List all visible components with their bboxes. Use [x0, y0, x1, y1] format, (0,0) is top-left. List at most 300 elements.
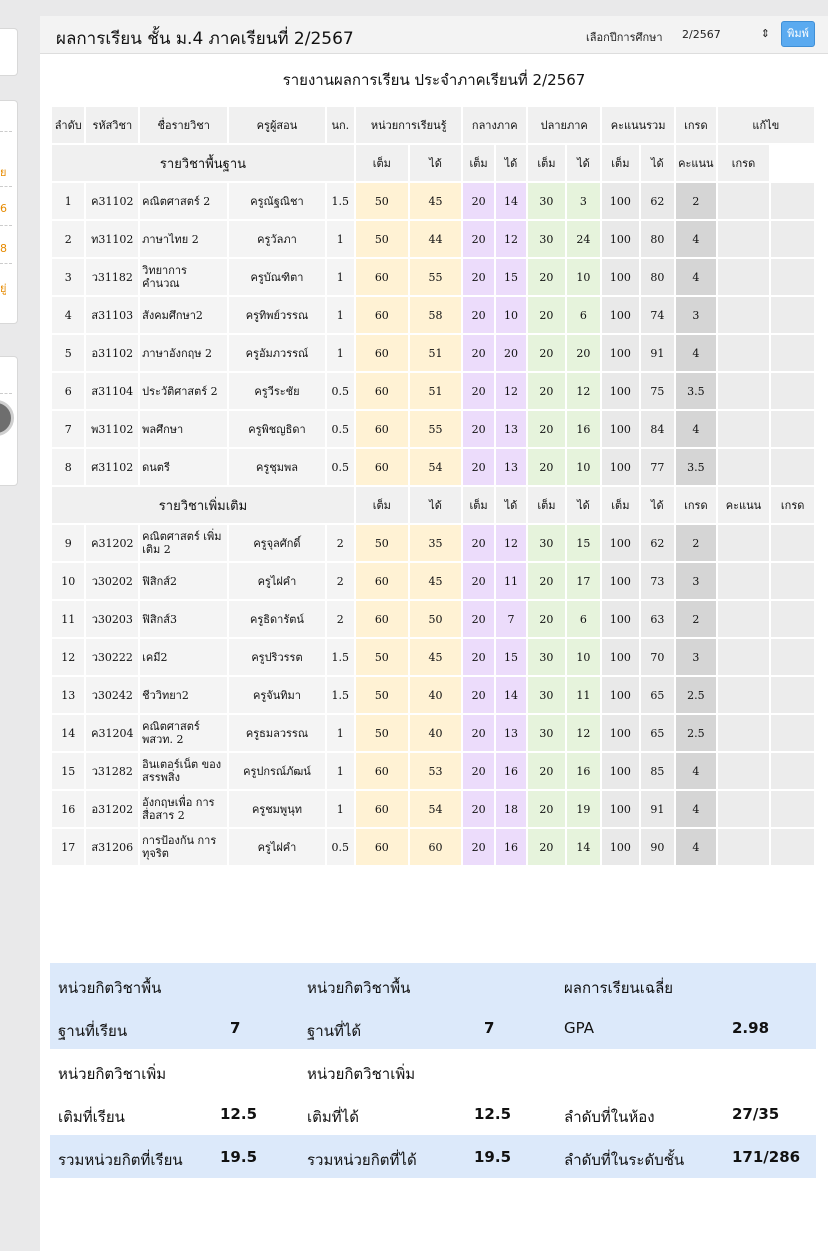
cell-tg: 65 [641, 677, 674, 713]
cell-code: ค31102 [86, 183, 138, 219]
extra-enrolled-label-2: เติมที่เรียน [58, 1108, 125, 1126]
cell-uf: 60 [356, 449, 408, 485]
cell-name: คณิตศาสตร์ 2 [140, 183, 227, 219]
cell-credit: 1.5 [327, 183, 354, 219]
cell-tf: 100 [602, 411, 638, 447]
cell-tf: 100 [602, 753, 638, 789]
cell-tg: 80 [641, 221, 674, 257]
table-row [52, 183, 814, 219]
table-row [52, 753, 814, 789]
cell-no: 3 [52, 259, 84, 295]
cell-ug: 53 [410, 753, 462, 789]
cell-grade: 2 [676, 601, 716, 637]
main-panel [40, 16, 828, 1251]
cell-mf: 20 [463, 525, 493, 561]
cell-code: พ31102 [86, 411, 138, 447]
cell-mg: 12 [496, 525, 526, 561]
cell-no: 6 [52, 373, 84, 409]
edit-score-cell[interactable] [718, 259, 770, 295]
cell-ug: 54 [410, 791, 462, 827]
edit-grade-cell[interactable] [771, 753, 814, 789]
cell-credit: 1 [327, 335, 354, 371]
cell-name: ภาษาอังกฤษ 2 [140, 335, 227, 371]
cell-ff: 20 [528, 335, 564, 371]
edit-grade-cell[interactable] [771, 335, 814, 371]
subheader-got: ได้ [567, 487, 600, 523]
cell-ff: 20 [528, 753, 564, 789]
cell-grade: 2 [676, 525, 716, 561]
cell-name: เคมี2 [140, 639, 227, 675]
extra-enrolled-label: หน่วยกิตวิชาเพิ่ม [58, 1065, 167, 1083]
cell-tg: 70 [641, 639, 674, 675]
cell-ug: 44 [410, 221, 462, 257]
summary-panel [50, 963, 816, 1178]
cell-uf: 60 [356, 563, 408, 599]
cell-name: อังกฤษเพื่อ การสื่อสาร 2 [140, 791, 227, 827]
sidebar-text-2: 6 [0, 202, 7, 215]
table-row [52, 335, 814, 371]
cell-ug: 50 [410, 601, 462, 637]
cell-mg: 13 [496, 411, 526, 447]
edit-grade-cell[interactable] [771, 183, 814, 219]
cell-code: ส31103 [86, 297, 138, 333]
header-credit: นก. [327, 107, 354, 143]
cell-code: อ31102 [86, 335, 138, 371]
cell-mf: 20 [463, 335, 493, 371]
basic-earned-value: 7 [484, 1019, 495, 1037]
cell-mg: 7 [496, 601, 526, 637]
summary-row-2a [50, 1049, 816, 1092]
cell-tg: 85 [641, 753, 674, 789]
edit-score-cell[interactable] [718, 335, 770, 371]
total-enrolled-label: รวมหน่วยกิตที่เรียน [58, 1151, 183, 1169]
edit-score-cell[interactable] [718, 411, 770, 447]
cell-ff: 20 [528, 601, 564, 637]
table-row [52, 525, 814, 561]
cell-tg: 75 [641, 373, 674, 409]
edit-score-cell[interactable] [718, 297, 770, 333]
table-row [52, 411, 814, 447]
cell-fg: 10 [567, 259, 600, 295]
cell-tf: 100 [602, 677, 638, 713]
chevron-updown-icon: ⇕ [760, 27, 770, 40]
cell-fg: 19 [567, 791, 600, 827]
cell-tg: 62 [641, 183, 674, 219]
edit-score-cell[interactable] [718, 601, 770, 637]
cell-name: ชีววิทยา2 [140, 677, 227, 713]
edit-score-cell[interactable] [718, 677, 770, 713]
cell-mf: 20 [463, 373, 493, 409]
cell-no: 17 [52, 829, 84, 865]
edit-score-cell[interactable] [718, 525, 770, 561]
cell-ff: 30 [528, 525, 564, 561]
cell-tg: 63 [641, 601, 674, 637]
cell-no: 14 [52, 715, 84, 751]
cell-credit: 1 [327, 259, 354, 295]
cell-teacher: ครูปกรณ์ภัฒน์ [229, 753, 324, 789]
cell-teacher: ครูจันทิมา [229, 677, 324, 713]
year-select-value: 2/2567 [682, 28, 721, 41]
subheader-got: ได้ [410, 145, 462, 181]
cell-mg: 16 [496, 753, 526, 789]
cell-uf: 60 [356, 373, 408, 409]
cell-name: สังคมศึกษา2 [140, 297, 227, 333]
header-code: รหัสวิชา [86, 107, 138, 143]
table-row [52, 677, 814, 713]
cell-no: 16 [52, 791, 84, 827]
gpa-value: 2.98 [732, 1019, 770, 1037]
cell-name: คณิตศาสตร์ พสวท. 2 [140, 715, 227, 751]
edit-score-cell[interactable] [718, 563, 770, 599]
edit-grade-cell[interactable] [771, 601, 814, 637]
edit-score-cell[interactable] [718, 753, 770, 789]
cell-mg: 12 [496, 373, 526, 409]
edit-grade-cell[interactable] [771, 639, 814, 675]
edit-score-cell[interactable] [718, 715, 770, 751]
sidebar-text-4: ยู่ [0, 282, 7, 295]
cell-code: ท31102 [86, 221, 138, 257]
subheader-edit-grade: เกรด [718, 145, 770, 181]
cell-tf: 100 [602, 525, 638, 561]
extra-subheader-row [52, 487, 814, 523]
total-earned-value: 19.5 [474, 1148, 512, 1166]
cell-mf: 20 [463, 639, 493, 675]
cell-teacher: ครูทิพย์วรรณ [229, 297, 324, 333]
table-header-row [52, 107, 814, 143]
cell-fg: 16 [567, 753, 600, 789]
cell-tg: 62 [641, 525, 674, 561]
grades-table [50, 105, 816, 867]
cell-fg: 17 [567, 563, 600, 599]
cell-code: ศ31102 [86, 449, 138, 485]
subheader-full: เต็ม [463, 145, 493, 181]
edit-grade-cell[interactable] [771, 677, 814, 713]
cell-code: ว31282 [86, 753, 138, 789]
cell-ff: 20 [528, 373, 564, 409]
cell-code: ค31202 [86, 525, 138, 561]
cell-credit: 0.5 [327, 411, 354, 447]
cell-teacher: ครูไฝคำ [229, 829, 324, 865]
cell-tf: 100 [602, 449, 638, 485]
cell-credit: 1.5 [327, 677, 354, 713]
cell-no: 7 [52, 411, 84, 447]
cell-code: อ31202 [86, 791, 138, 827]
cell-mf: 20 [463, 221, 493, 257]
basic-enrolled-label-2: ฐานที่เรียน [58, 1022, 128, 1040]
cell-grade: 3.5 [676, 449, 716, 485]
cell-name: วิทยาการ คำนวณ [140, 259, 227, 295]
cell-grade: 4 [676, 829, 716, 865]
cell-mf: 20 [463, 601, 493, 637]
cell-teacher: ครูไฝคำ [229, 563, 324, 599]
cell-name: ฟิสิกส์3 [140, 601, 227, 637]
subheader-full: เต็ม [356, 487, 408, 523]
basic-subheader-row [52, 145, 814, 181]
cell-uf: 60 [356, 335, 408, 371]
cell-credit: 0.5 [327, 373, 354, 409]
edit-score-cell[interactable] [718, 829, 770, 865]
edit-score-cell[interactable] [718, 221, 770, 257]
cell-uf: 60 [356, 297, 408, 333]
summary-row-2b [50, 1092, 816, 1135]
cell-tf: 100 [602, 221, 638, 257]
cell-fg: 15 [567, 525, 600, 561]
header-mid: กลางภาค [463, 107, 526, 143]
cell-ug: 58 [410, 297, 462, 333]
cell-fg: 12 [567, 373, 600, 409]
sidebar-text-1: ย [0, 166, 7, 179]
cell-mf: 20 [463, 563, 493, 599]
cell-no: 8 [52, 449, 84, 485]
basic-enrolled-label: หน่วยกิตวิชาพื้น [58, 979, 162, 997]
edit-grade-cell[interactable] [771, 297, 814, 333]
cell-mg: 16 [496, 829, 526, 865]
cell-mg: 14 [496, 677, 526, 713]
table-row [52, 715, 814, 751]
cell-teacher: ครูณัฐณิชา [229, 183, 324, 219]
extra-section-title: รายวิชาเพิ่มเติม [52, 487, 354, 523]
cell-fg: 16 [567, 411, 600, 447]
cell-code: ว30222 [86, 639, 138, 675]
subheader-full: เต็ม [463, 487, 493, 523]
basic-section-title: รายวิชาพื้นฐาน [52, 145, 354, 181]
cell-tf: 100 [602, 335, 638, 371]
header-grade: เกรด [676, 107, 716, 143]
edit-grade-cell[interactable] [771, 829, 814, 865]
subheader-got: ได้ [496, 487, 526, 523]
cell-uf: 50 [356, 525, 408, 561]
cell-ff: 30 [528, 183, 564, 219]
cell-fg: 10 [567, 639, 600, 675]
cell-tg: 80 [641, 259, 674, 295]
cell-code: ส31206 [86, 829, 138, 865]
cell-fg: 20 [567, 335, 600, 371]
cell-grade: 4 [676, 791, 716, 827]
cell-credit: 2 [327, 525, 354, 561]
table-row [52, 791, 814, 827]
subheader-full: เต็ม [528, 487, 564, 523]
cell-uf: 60 [356, 411, 408, 447]
edit-grade-cell[interactable] [771, 449, 814, 485]
edit-grade-cell[interactable] [771, 563, 814, 599]
cell-no: 2 [52, 221, 84, 257]
cell-tg: 65 [641, 715, 674, 751]
cell-no: 4 [52, 297, 84, 333]
page-title: ผลการเรียน ชั้น ม.4 ภาคเรียนที่ 2/2567 [56, 29, 354, 49]
report-title: รายงานผลการเรียน ประจำภาคเรียนที่ 2/2567 [282, 71, 586, 89]
cell-mf: 20 [463, 791, 493, 827]
cell-teacher: ครูชมพูนุท [229, 791, 324, 827]
table-body [52, 145, 814, 865]
cell-ff: 30 [528, 715, 564, 751]
cell-tf: 100 [602, 259, 638, 295]
class-rank-value: 27/35 [732, 1105, 780, 1123]
gpa-label: GPA [564, 1019, 594, 1037]
cell-teacher: ครูบัณฑิตา [229, 259, 324, 295]
summary-row-3 [50, 1135, 816, 1178]
print-button[interactable]: พิมพ์ [781, 21, 815, 47]
cell-fg: 6 [567, 297, 600, 333]
cell-mf: 20 [463, 677, 493, 713]
cell-ug: 55 [410, 259, 462, 295]
cell-code: ค31204 [86, 715, 138, 751]
subheader-got: ได้ [496, 145, 526, 181]
edit-grade-cell[interactable] [771, 791, 814, 827]
cell-mg: 12 [496, 221, 526, 257]
cell-name: พลศึกษา [140, 411, 227, 447]
cell-ff: 20 [528, 297, 564, 333]
edit-grade-cell[interactable] [771, 525, 814, 561]
cell-ug: 51 [410, 373, 462, 409]
cell-ug: 51 [410, 335, 462, 371]
cell-ug: 54 [410, 449, 462, 485]
cell-grade: 2.5 [676, 677, 716, 713]
edit-grade-cell[interactable] [771, 411, 814, 447]
cell-ug: 60 [410, 829, 462, 865]
cell-mg: 13 [496, 715, 526, 751]
cell-teacher: ครูพิชญธิดา [229, 411, 324, 447]
subheader-edit-grade: เกรด [771, 487, 814, 523]
cell-ug: 35 [410, 525, 462, 561]
cell-credit: 0.5 [327, 829, 354, 865]
edit-grade-cell[interactable] [771, 715, 814, 751]
header-total: คะแนนรวม [602, 107, 674, 143]
cell-uf: 50 [356, 183, 408, 219]
cell-no: 15 [52, 753, 84, 789]
cell-fg: 24 [567, 221, 600, 257]
cell-tf: 100 [602, 601, 638, 637]
edit-score-cell[interactable] [718, 183, 770, 219]
year-select-label: เลือกปีการศึกษา [586, 31, 663, 44]
cell-grade: 4 [676, 221, 716, 257]
cell-credit: 1 [327, 791, 354, 827]
sidebar-strip [0, 0, 18, 1251]
cell-name: ประวัติศาสตร์ 2 [140, 373, 227, 409]
edit-grade-cell[interactable] [771, 259, 814, 295]
cell-no: 11 [52, 601, 84, 637]
cell-mf: 20 [463, 753, 493, 789]
cell-fg: 6 [567, 601, 600, 637]
cell-ff: 20 [528, 411, 564, 447]
cell-mf: 20 [463, 183, 493, 219]
subheader-edit-score: คะแนน [676, 145, 716, 181]
class-rank-label: ลำดับที่ในห้อง [564, 1108, 655, 1126]
edit-score-cell[interactable] [718, 791, 770, 827]
cell-grade: 4 [676, 411, 716, 447]
subheader-grade: เกรด [676, 487, 716, 523]
cell-teacher: ครูธมลวรรณ [229, 715, 324, 751]
table-row [52, 259, 814, 295]
cell-mf: 20 [463, 411, 493, 447]
cell-name: อินเตอร์เน็ต ของสรรพสิ่ง [140, 753, 227, 789]
cell-grade: 3 [676, 639, 716, 675]
avg-label: ผลการเรียนเฉลี่ย [564, 979, 674, 997]
cell-credit: 1.5 [327, 639, 354, 675]
cell-ff: 30 [528, 221, 564, 257]
total-earned-label: รวมหน่วยกิตที่ได้ [307, 1151, 417, 1169]
cell-uf: 60 [356, 753, 408, 789]
table-row [52, 449, 814, 485]
edit-score-cell[interactable] [718, 639, 770, 675]
cell-name: คณิตศาสตร์ เพิ่มเติม 2 [140, 525, 227, 561]
cell-mf: 20 [463, 259, 493, 295]
year-select[interactable] [676, 25, 776, 45]
cell-no: 12 [52, 639, 84, 675]
edit-score-cell[interactable] [718, 373, 770, 409]
cell-mf: 20 [463, 449, 493, 485]
level-rank-label: ลำดับที่ในระดับชั้น [564, 1151, 685, 1169]
cell-code: ว30242 [86, 677, 138, 713]
cell-fg: 11 [567, 677, 600, 713]
cell-mf: 20 [463, 297, 493, 333]
table-row [52, 373, 814, 409]
edit-grade-cell[interactable] [771, 373, 814, 409]
edit-score-cell[interactable] [718, 449, 770, 485]
cell-credit: 1 [327, 715, 354, 751]
cell-grade: 4 [676, 259, 716, 295]
cell-tg: 91 [641, 335, 674, 371]
cell-ug: 45 [410, 183, 462, 219]
cell-tg: 74 [641, 297, 674, 333]
cell-tf: 100 [602, 715, 638, 751]
cell-ug: 40 [410, 715, 462, 751]
cell-ff: 20 [528, 791, 564, 827]
cell-uf: 50 [356, 221, 408, 257]
basic-earned-label-2: ฐานที่ได้ [307, 1022, 362, 1040]
cell-no: 10 [52, 563, 84, 599]
header-final: ปลายภาค [528, 107, 600, 143]
cell-grade: 3.5 [676, 373, 716, 409]
cell-tf: 100 [602, 373, 638, 409]
table-row [52, 221, 814, 257]
cell-uf: 60 [356, 601, 408, 637]
total-enrolled-value: 19.5 [220, 1148, 258, 1166]
level-rank-value: 171/286 [732, 1148, 801, 1166]
summary-row-1a [50, 963, 816, 1006]
subheader-full: เต็ม [356, 145, 408, 181]
header-unit: หน่วยการเรียนรู้ [356, 107, 461, 143]
cell-tf: 100 [602, 639, 638, 675]
cell-grade: 3 [676, 563, 716, 599]
table-row [52, 639, 814, 675]
edit-grade-cell[interactable] [771, 221, 814, 257]
sidebar-card-2 [0, 100, 18, 324]
cell-tf: 100 [602, 829, 638, 865]
page-header [40, 16, 828, 54]
subheader-edit-score: คะแนน [718, 487, 770, 523]
cell-fg: 14 [567, 829, 600, 865]
cell-tf: 100 [602, 183, 638, 219]
cell-grade: 2.5 [676, 715, 716, 751]
cell-ug: 45 [410, 563, 462, 599]
cell-credit: 1 [327, 221, 354, 257]
cell-teacher: ครูวัลภา [229, 221, 324, 257]
cell-code: ส31104 [86, 373, 138, 409]
cell-ug: 45 [410, 639, 462, 675]
cell-grade: 4 [676, 753, 716, 789]
subheader-full: เต็ม [602, 487, 638, 523]
header-teacher: ครูผู้สอน [229, 107, 324, 143]
extra-enrolled-value: 12.5 [220, 1105, 258, 1123]
cell-name: การป้องกัน การทุจริต [140, 829, 227, 865]
cell-mf: 20 [463, 715, 493, 751]
cell-grade: 2 [676, 183, 716, 219]
cell-mg: 15 [496, 259, 526, 295]
cell-tg: 77 [641, 449, 674, 485]
cell-tg: 73 [641, 563, 674, 599]
header-no: ลำดับ [52, 107, 84, 143]
subheader-full: เต็ม [602, 145, 638, 181]
